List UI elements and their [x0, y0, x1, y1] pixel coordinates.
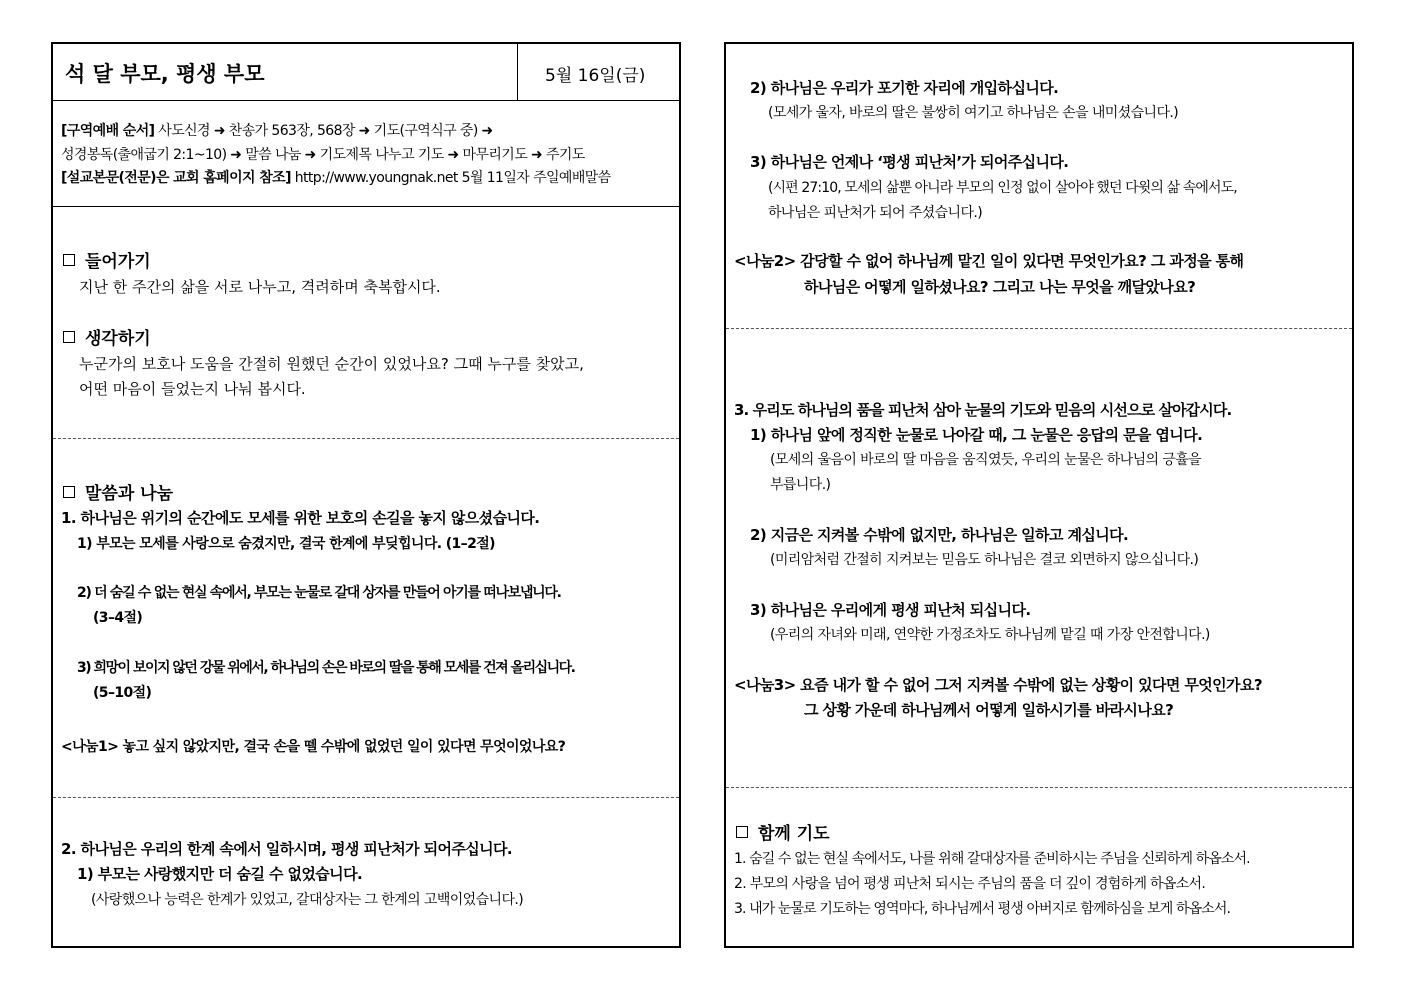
- point-3-3: 3) 하나님은 우리에게 평생 피난처 되십니다.: [750, 601, 1031, 619]
- point-2-2-note: (모세가 울자, 바로의 딸은 불쌍히 여기고 하나님은 손을 내미셨습니다.): [768, 105, 1179, 121]
- title-separator: [53, 100, 679, 101]
- point-2-1-note: (사랑했으나 능력은 한계가 있었고, 갈대상자는 그 한계의 고백이었습니다.): [91, 892, 524, 908]
- section-divider: [53, 797, 679, 798]
- point-2-3-note-1: (시편 27:10, 모세의 삶뿐 아니라 부모의 인정 없이 살아야 했던 다윗의 삶 속에서도,: [768, 180, 1237, 196]
- word-heading-text: 말씀과 나눔: [85, 484, 174, 504]
- point-1-3: 3) 희망이 보이지 않던 강물 위에서, 하나님의 손은 바로의 딸을 통해 모세를 건져 올리십니다.: [77, 660, 575, 676]
- sermon-link[interactable]: http://www.youngnak.net 5월 11일자 주일예배말씀: [294, 170, 611, 186]
- think-text-2: 어떤 마음이 들었는지 나눠 봅시다.: [79, 380, 306, 398]
- prayer-item: 3. 내가 눈물로 기도하는 영역마다, 하나님께서 평생 아버지로 함께하심을 보게 하옵소서.: [734, 901, 1230, 917]
- page-title: 석 달 부모, 평생 부모: [65, 62, 265, 86]
- point-3-2-note: (미리암처럼 간절히 지켜보는 믿음도 하나님은 결코 외면하지 않으십니다.): [770, 552, 1199, 568]
- point-2-3-note-2: 하나님은 피난처가 되어 주셨습니다.): [768, 205, 983, 221]
- point-3-3-note: (우리의 자녀와 미래, 연약한 가정조차도 하나님께 맡길 때 가장 안전합니다.): [770, 627, 1210, 643]
- order-separator: [53, 206, 679, 207]
- order-line-2: 성경봉독(출애굽기 2:1~10) ➜ 말씀 나눔 ➜ 기도제목 나누고 기도 ➜ 마무리기도 ➜ 주기도: [61, 147, 585, 163]
- order-text-1: 사도신경 ➜ 찬송가 563장, 568장 ➜ 기도(구역식구 중) ➜: [158, 123, 493, 139]
- checkbox-icon: [63, 486, 75, 498]
- order-line-1: [61, 120, 493, 140]
- point-2-1: 1) 부모는 사랑했지만 더 숨길 수 없었습니다.: [77, 865, 363, 883]
- point-1-1: 1) 부모는 모세를 사랑으로 숨겼지만, 결국 한계에 부딪힙니다. (1–2절): [77, 536, 495, 552]
- point-3-2: 2) 지금은 지켜볼 수밖에 없지만, 하나님은 일하고 계십니다.: [750, 526, 1129, 544]
- think-heading-text: 생각하기: [85, 329, 151, 349]
- prayer-item: 2. 부모의 사랑을 넘어 평생 피난처 되시는 주님의 품을 더 깊이 경험하게 하옵소서.: [734, 876, 1206, 892]
- point-3-1-note-1: (모세의 울음이 바로의 딸 마음을 움직였듯, 우리의 눈물은 하나님의 긍휼을: [770, 452, 1202, 468]
- order-label: [구역예배 순서]: [61, 123, 155, 139]
- share-3-line-2: 그 상황 가운데 하나님께서 어떻게 일하시기를 바라시나요?: [804, 701, 1174, 719]
- point-3: 3. 우리도 하나님의 품을 피난처 삼아 눈물의 기도와 믿음의 시선으로 살아갑시다.: [734, 401, 1232, 419]
- checkbox-icon: [63, 331, 75, 343]
- point-2: 2. 하나님은 우리의 한계 속에서 일하시며, 평생 피난처가 되어주십니다.: [61, 840, 513, 858]
- prayer-item: 1. 숨길 수 없는 현실 속에서도, 나를 위해 갈대상자를 준비하시는 주님을 신뢰하게 하옵소서.: [734, 851, 1250, 867]
- date-label: 5월 16일(금): [545, 66, 646, 86]
- checkbox-icon: [63, 254, 75, 266]
- point-3-1: 1) 하나님 앞에 정직한 눈물로 나아갈 때, 그 눈물은 응답의 문을 엽니다.: [750, 426, 1203, 444]
- left-page: [51, 42, 681, 948]
- point-1-2: 2) 더 숨길 수 없는 현실 속에서, 부모는 눈물로 갈대 상자를 만들어 아기를 떠나보냅니다.: [77, 585, 561, 601]
- think-heading: [63, 324, 151, 349]
- intro-heading: [63, 247, 151, 272]
- right-page: [724, 42, 1354, 948]
- point-3-1-note-2: 부릅니다.): [770, 477, 831, 493]
- share-2-line-1: <나눔2> 감당할 수 없어 하나님께 맡긴 일이 있다면 무엇인가요? 그 과정을 통해: [734, 252, 1244, 270]
- section-divider: [726, 328, 1352, 329]
- point-1-3-verse: (5–10절): [93, 685, 152, 701]
- word-heading: [63, 479, 173, 504]
- point-1-2-verse: (3–4절): [93, 610, 143, 626]
- sermon-line: [61, 167, 611, 187]
- prayer-heading: [736, 819, 830, 844]
- sermon-label: [설교본문(전문)은 교회 홈페이지 참조]: [61, 170, 291, 186]
- point-2-2: 2) 하나님은 우리가 포기한 자리에 개입하십니다.: [750, 79, 1059, 97]
- section-divider: [726, 787, 1352, 788]
- think-text-1: 누군가의 보호나 도움을 간절히 원했던 순간이 있었나요? 그때 누구를 찾았고,: [79, 355, 584, 373]
- section-divider: [53, 438, 679, 439]
- title-divider: [517, 44, 518, 100]
- share-3-line-1: <나눔3> 요즘 내가 할 수 없어 그저 지켜볼 수밖에 없는 상황이 있다면 무엇인가요?: [734, 676, 1262, 694]
- intro-heading-text: 들어가기: [85, 252, 151, 272]
- point-1: 1. 하나님은 위기의 순간에도 모세를 위한 보호의 손길을 놓지 않으셨습니다.: [61, 509, 540, 527]
- share-1: <나눔1> 놓고 싶지 않았지만, 결국 손을 뗄 수밖에 없었던 일이 있다면 무엇이었나요?: [61, 739, 566, 755]
- share-2-line-2: 하나님은 어떻게 일하셨나요? 그리고 나는 무엇을 깨달았나요?: [804, 278, 1196, 296]
- intro-text: 지난 한 주간의 삶을 서로 나누고, 격려하며 축복합시다.: [79, 278, 441, 296]
- prayer-heading-text: 함께 기도: [758, 824, 830, 844]
- checkbox-icon: [736, 826, 748, 838]
- point-2-3: 3) 하나님은 언제나 ‘평생 피난처’가 되어주십니다.: [750, 153, 1069, 171]
